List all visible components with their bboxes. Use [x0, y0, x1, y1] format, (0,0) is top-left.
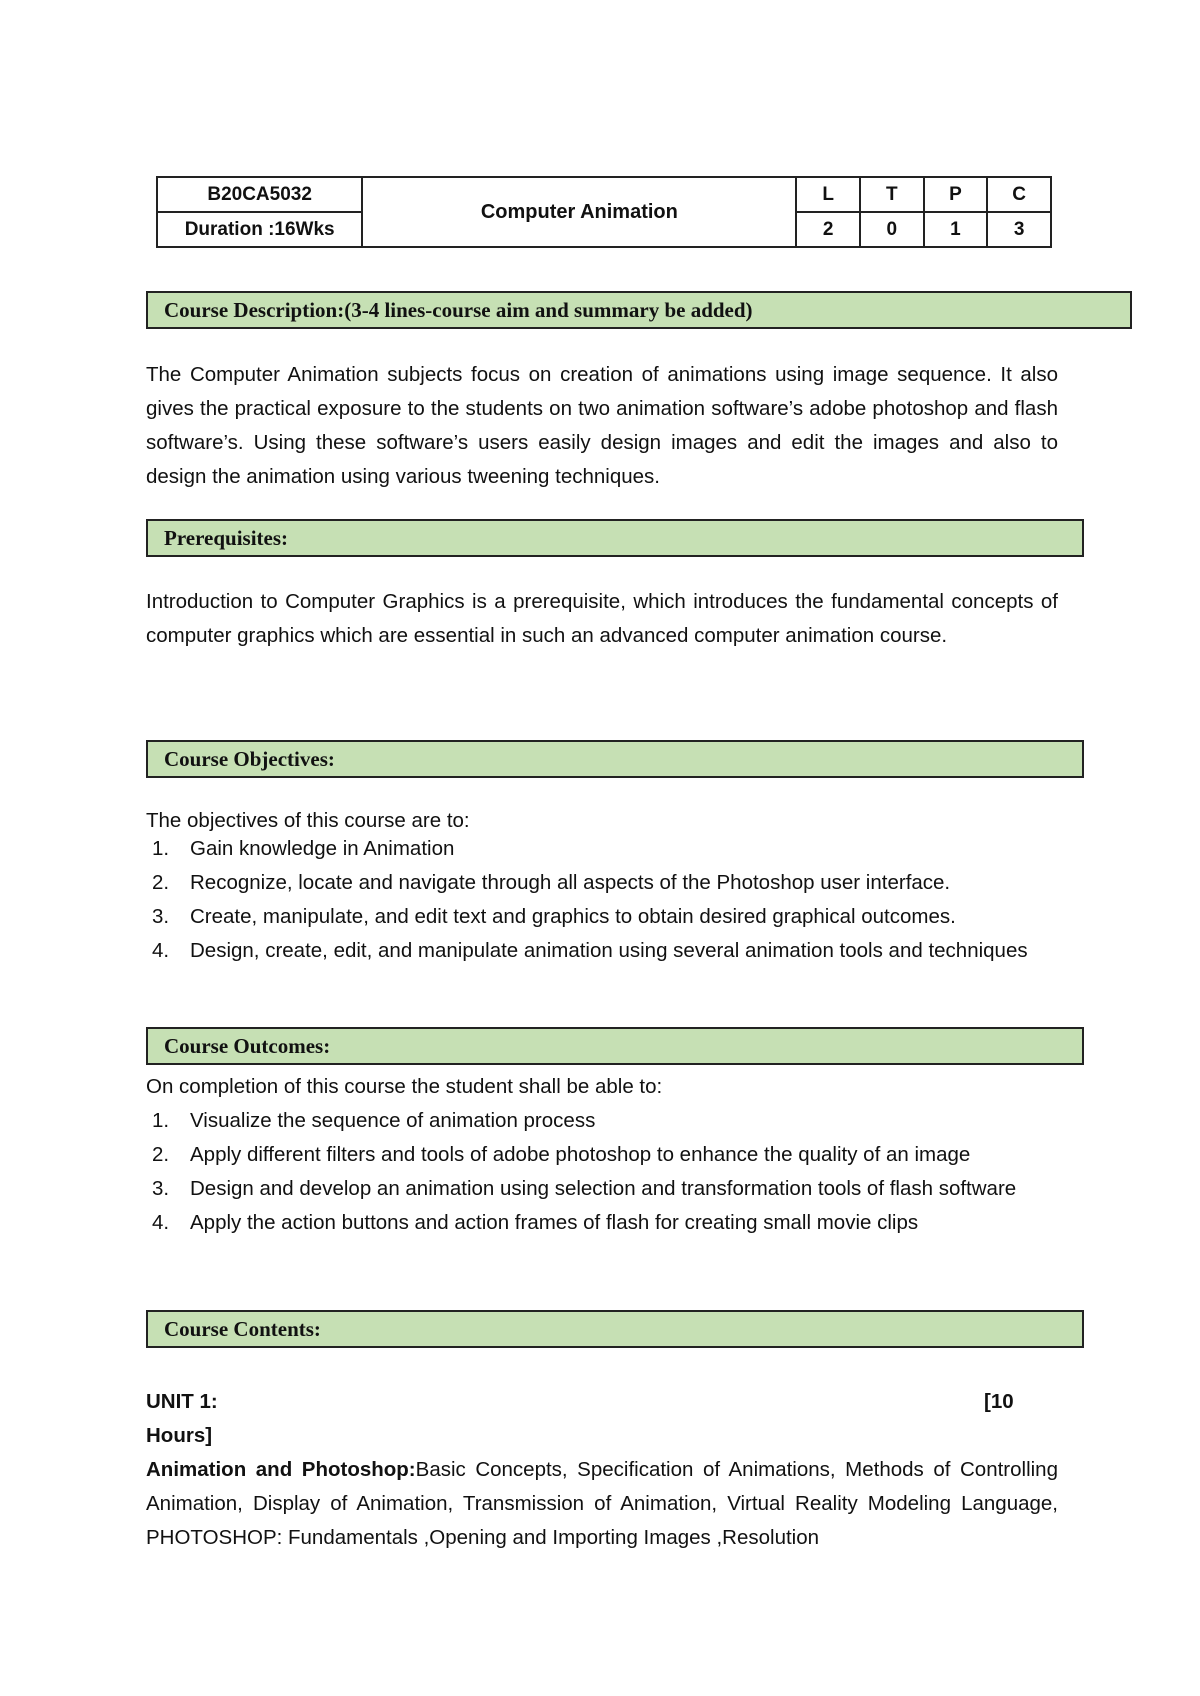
course-description-heading: Course Description:(3-4 lines-course aim and summary be added) [146, 291, 1132, 329]
objectives-intro: The objectives of this course are to: [146, 809, 470, 832]
outcomes-list [146, 1104, 1058, 1240]
unit-label: UNIT 1: [146, 1390, 218, 1413]
unit-1-topics [146, 1453, 1058, 1555]
ltpc-value-c: 3 [987, 212, 1051, 247]
unit-hours-open: [10 [984, 1390, 1014, 1413]
ltpc-label-l: L [796, 177, 860, 212]
ltpc-label-c: C [987, 177, 1051, 212]
course-outcomes-heading: Course Outcomes: [146, 1027, 1084, 1065]
ltpc-value-p: 1 [924, 212, 988, 247]
unit-hours-close: Hours] [146, 1424, 213, 1447]
course-duration: Duration :16Wks [157, 212, 362, 247]
outcomes-intro: On completion of this course the student shall be able to: [146, 1075, 663, 1098]
list-item: 1. Visualize the sequence of animation process [152, 1109, 596, 1132]
course-contents-heading: Course Contents: [146, 1310, 1084, 1348]
course-title: Computer Animation [362, 177, 796, 247]
ltpc-label-t: T [860, 177, 924, 212]
prerequisites-heading: Prerequisites: [146, 519, 1084, 557]
prerequisites-text: Introduction to Computer Graphics is a prerequisite, which introduces the fundamental concepts of computer graphics which are essential in such an advanced computer animation course. [146, 590, 1058, 647]
unit-topic-text: Basic Concepts, Specification of Animations, Methods of Controlling Animation, Display of Animation, Transmission of Animation, Virtual Reality Modeling Language, PHOTOSHOP: Fundamentals ,Opening and Importing Images ,Resolution [146, 1458, 1058, 1549]
list-item: 1. Gain knowledge in Animation [152, 837, 455, 860]
unit-1-header [146, 1385, 1058, 1419]
ltpc-label-p: P [924, 177, 988, 212]
course-objectives-heading: Course Objectives: [146, 740, 1084, 778]
unit-topic-title: Animation and Photoshop: [146, 1458, 416, 1481]
ltpc-value-l: 2 [796, 212, 860, 247]
course-code: B20CA5032 [157, 177, 362, 212]
list-item: 3. Design and develop an animation using selection and transformation tools of flash software [152, 1177, 1017, 1200]
ltpc-value-t: 0 [860, 212, 924, 247]
list-item: 3. Create, manipulate, and edit text and graphics to obtain desired graphical outcomes. [152, 905, 956, 928]
list-item: 4. Design, create, edit, and manipulate animation using several animation tools and techniques [152, 939, 1028, 962]
list-item: 2. Apply different filters and tools of adobe photoshop to enhance the quality of an image [152, 1143, 971, 1166]
course-description-text: The Computer Animation subjects focus on creation of animations using image sequence. It also gives the practical exposure to the students on two animation software’s adobe photoshop and flash software’s. Using these software’s users easily design images and edit the images and also to design the animation using various tweening techniques. [146, 363, 1058, 488]
list-item: 2. Recognize, locate and navigate through all aspects of the Photoshop user interface. [152, 871, 951, 894]
list-item: 4. Apply the action buttons and action frames of flash for creating small movie clips [152, 1211, 919, 1234]
objectives-list [146, 832, 1058, 968]
course-header-table [156, 176, 1052, 248]
